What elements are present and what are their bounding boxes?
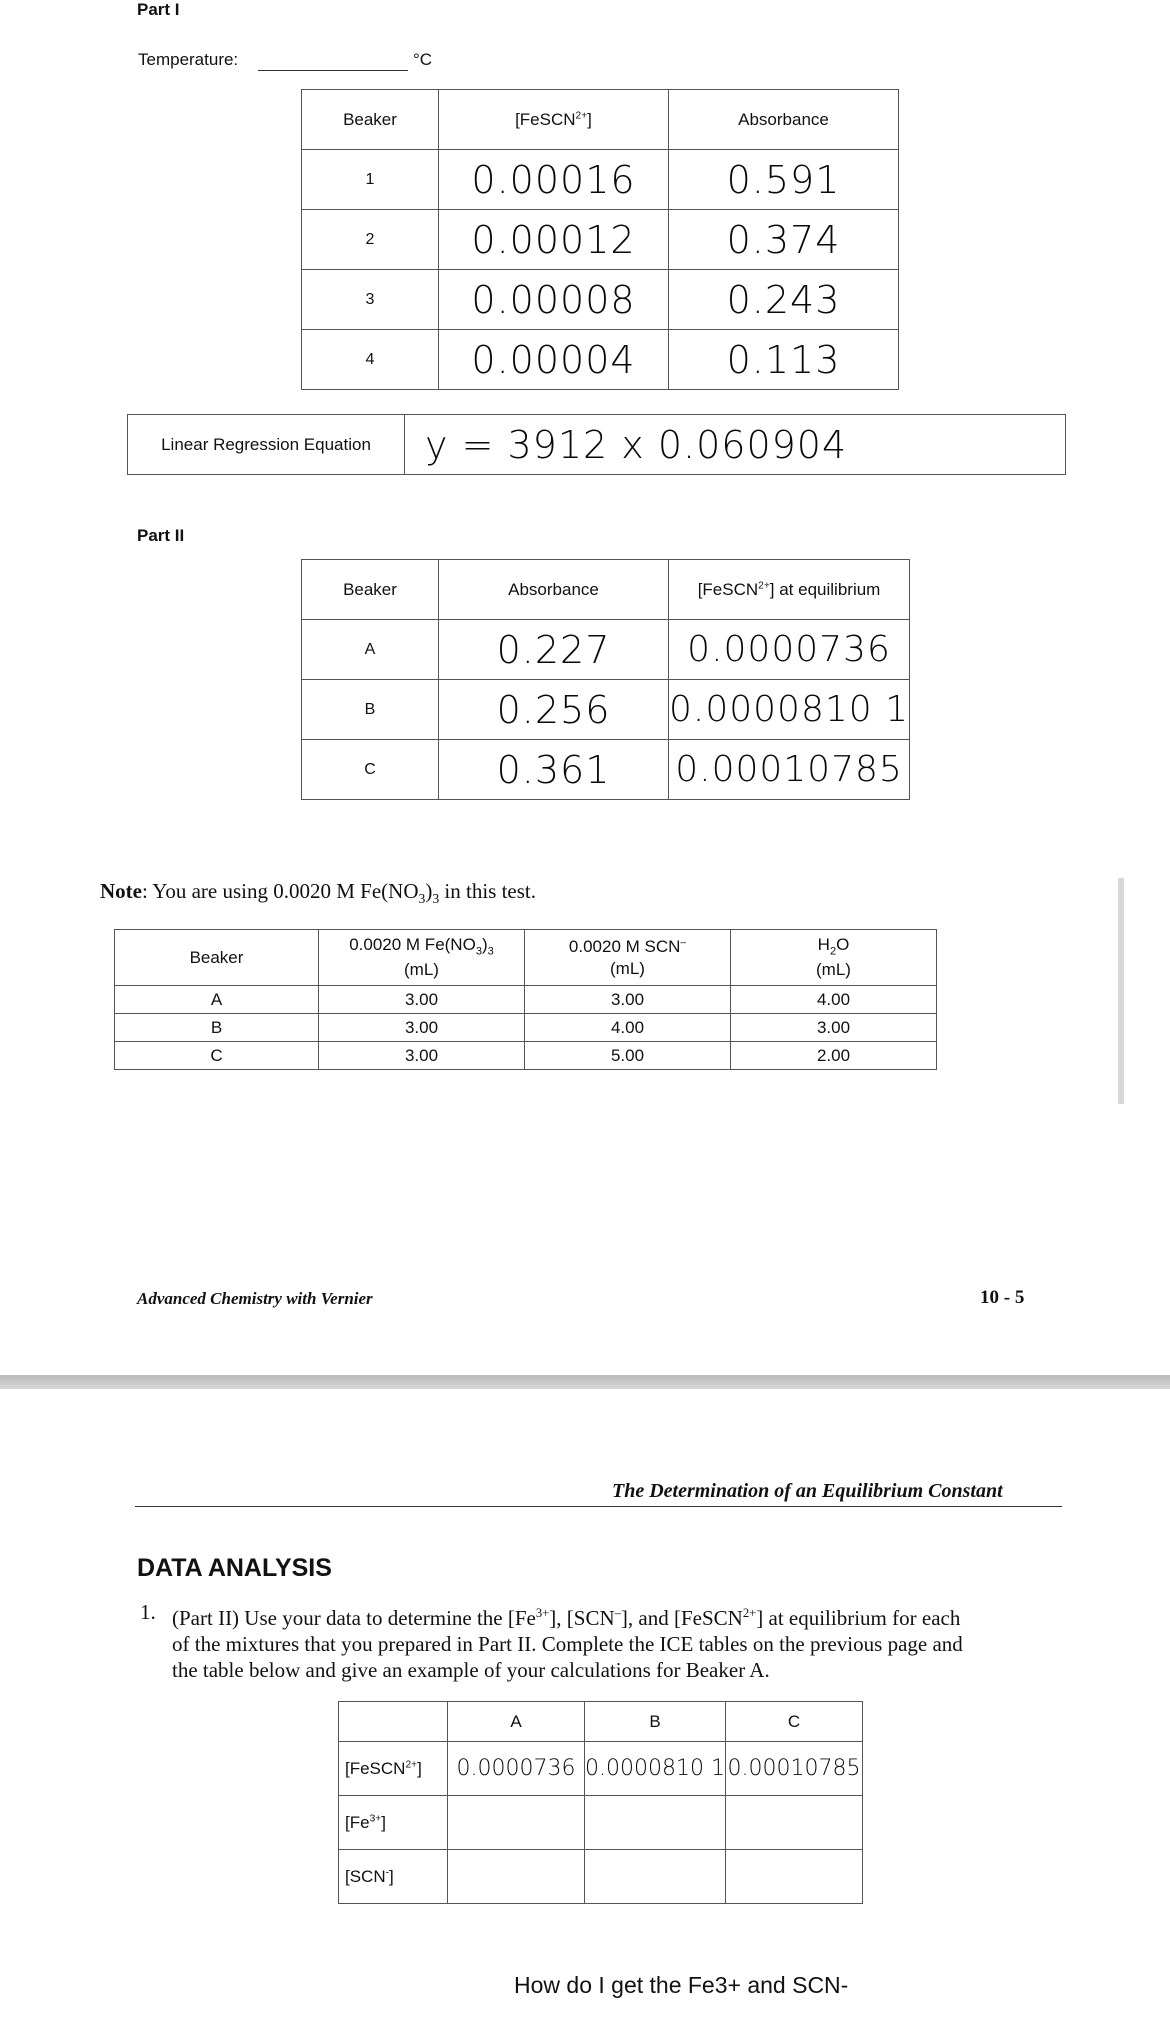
temperature-label: Temperature: [138, 50, 239, 69]
part1-title: Part I [137, 0, 180, 19]
section-title: DATA ANALYSIS [137, 1554, 332, 1582]
beaker-cell: 4 [302, 330, 439, 390]
scn-volume-cell: 5.00 [525, 1042, 731, 1070]
col-header-beaker: Beaker [115, 930, 319, 986]
beaker-cell: A [115, 986, 319, 1014]
absorbance-cell[interactable]: 0.256 [439, 680, 669, 740]
page2-header: The Determination of an Equilibrium Constant [612, 1480, 1003, 1502]
scn-cell-a[interactable] [448, 1850, 585, 1904]
conc-cell[interactable]: 0.00008 [439, 270, 669, 330]
conc-cell[interactable]: 0.00016 [439, 150, 669, 210]
corner-cell [339, 1702, 448, 1742]
absorbance-cell[interactable]: 0.361 [439, 740, 669, 800]
scn-volume-cell: 4.00 [525, 1014, 731, 1042]
conc-cell[interactable]: 0.00012 [439, 210, 669, 270]
row-label-fescn: [FeSCN$^{2+}$] [339, 1742, 448, 1796]
beaker-cell: A [302, 620, 439, 680]
conc-cell[interactable]: 0.00010785 [669, 740, 910, 800]
footer-page-number: 10 - 5 [980, 1287, 1025, 1308]
fescn-cell-b[interactable]: 0.0000810 1 [585, 1742, 726, 1796]
col-header-absorbance: Absorbance [669, 90, 899, 150]
col-header-beaker: Beaker [302, 90, 439, 150]
header-rule [135, 1506, 1062, 1507]
col-header-c: C [725, 1702, 862, 1742]
regression-value[interactable]: y = 3912 x 0.060904 [405, 415, 1066, 475]
fe-volume-cell: 3.00 [319, 986, 525, 1014]
scn-cell-b[interactable] [585, 1850, 726, 1904]
mixtures-table [114, 929, 937, 1070]
fe-volume-cell: 3.00 [319, 1014, 525, 1042]
absorbance-cell[interactable]: 0.113 [669, 330, 899, 390]
col-header-h2o: $H_2O$ (mL) [731, 930, 937, 986]
row-label-scn: [SCN-] [339, 1850, 448, 1904]
h2o-volume-cell: 2.00 [731, 1042, 937, 1070]
col-header-fescn: [FeSCN$^{2+}$] [439, 90, 669, 150]
absorbance-cell[interactable]: 0.591 [669, 150, 899, 210]
beaker-cell: C [302, 740, 439, 800]
col-header-a: A [448, 1702, 585, 1742]
part2-title: Part II [137, 526, 185, 545]
h2o-volume-cell: 3.00 [731, 1014, 937, 1042]
scn-cell-c[interactable] [725, 1850, 862, 1904]
regression-label: Linear Regression Equation [128, 415, 405, 475]
fescn-cell-c[interactable]: 0.00010785 [725, 1742, 862, 1796]
absorbance-cell[interactable]: 0.227 [439, 620, 669, 680]
fe-cell-a[interactable] [448, 1796, 585, 1850]
question-text: (Part II) Use your data to determine the $[Fe^{3+}]$, [SCN–], and [FeSCN$^{2+}$] at equilibrium for each of the mixtures that you prepared in Part II. Complete the ICE tables on the previous page and the table below and give an example of your calculations for Beaker A. [172, 1606, 963, 1682]
clip-scrollbar [1118, 878, 1124, 1104]
absorbance-cell[interactable]: 0.243 [669, 270, 899, 330]
conc-cell[interactable]: 0.0000736 [669, 620, 910, 680]
question-caption: How do I get the Fe3+ and SCN- [514, 1972, 849, 1998]
footer-book-title: Advanced Chemistry with Vernier [137, 1289, 373, 1308]
temperature-blank[interactable] [258, 70, 408, 71]
beaker-cell: C [115, 1042, 319, 1070]
fe-cell-c[interactable] [725, 1796, 862, 1850]
note-text: Note: You are using 0.0020 M $Fe(NO_3)_3$ in this test. [100, 879, 536, 907]
fescn-cell-a[interactable]: 0.0000736 [448, 1742, 585, 1796]
part2-table [301, 559, 910, 800]
beaker-cell: 3 [302, 270, 439, 330]
question-number: 1. [140, 1600, 156, 1624]
row-label-fe: $[Fe^{3+}]$ [339, 1796, 448, 1850]
fe-cell-b[interactable] [585, 1796, 726, 1850]
fe-volume-cell: 3.00 [319, 1042, 525, 1070]
conc-cell[interactable]: 0.0000810 1 [669, 680, 910, 740]
col-header-absorbance: Absorbance [439, 560, 669, 620]
part1-table [301, 89, 899, 390]
scn-volume-cell: 3.00 [525, 986, 731, 1014]
beaker-cell: 2 [302, 210, 439, 270]
h2o-volume-cell: 4.00 [731, 986, 937, 1014]
temperature-unit: °C [413, 50, 433, 69]
page-divider [0, 1375, 1170, 1389]
conc-cell[interactable]: 0.00004 [439, 330, 669, 390]
regression-table [127, 414, 1066, 475]
col-header-beaker: Beaker [302, 560, 439, 620]
beaker-cell: B [302, 680, 439, 740]
col-header-equilibrium-conc: [FeSCN$^{2+}$] at equilibrium [669, 560, 910, 620]
beaker-cell: 1 [302, 150, 439, 210]
equilibrium-table [338, 1701, 863, 1904]
col-header-scn: 0.0020 M SCN– (mL) [525, 930, 731, 986]
beaker-cell: B [115, 1014, 319, 1042]
col-header-fe-no3: 0.0020 M $Fe(NO_3)_3$ (mL) [319, 930, 525, 986]
absorbance-cell[interactable]: 0.374 [669, 210, 899, 270]
col-header-b: B [585, 1702, 726, 1742]
